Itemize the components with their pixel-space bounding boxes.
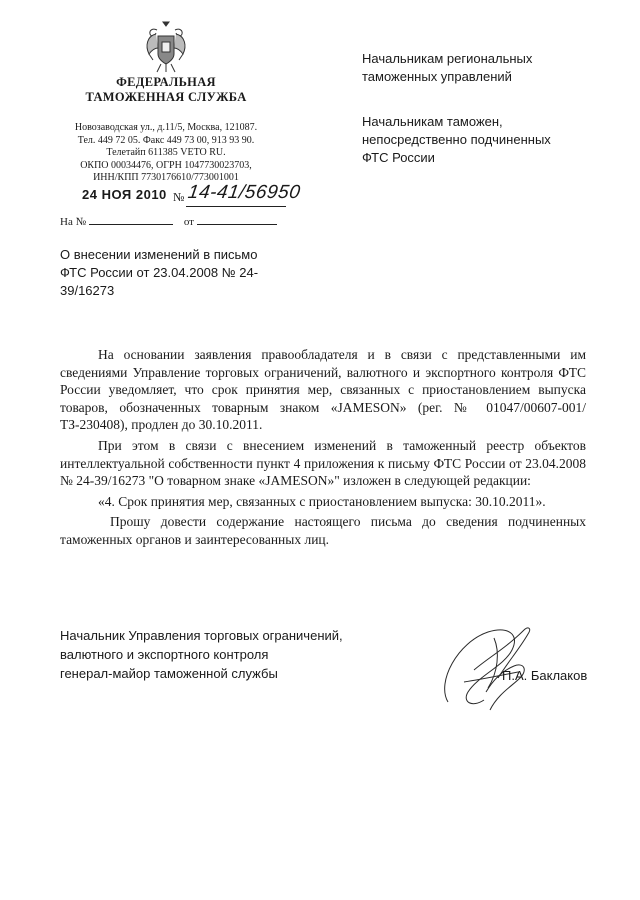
- subject-line: ФТС России от 23.04.2008 № 24-: [60, 265, 259, 280]
- subject-line: 39/16273: [60, 283, 115, 298]
- ref-number-label: На №: [60, 216, 87, 228]
- ref-from-label: от: [183, 216, 194, 228]
- registration-underline: [186, 206, 286, 207]
- letter-subject: [60, 246, 290, 300]
- contact-line: Телетайп 611385 VETO RU.: [106, 147, 226, 158]
- registration-date-stamp: 24 НОЯ 2010: [82, 187, 167, 202]
- ref-number-blank: [89, 214, 173, 225]
- contact-line: ИНН/КПП 7730176610/773001001: [93, 172, 239, 183]
- body-paragraph: Прошу довести содержание настоящего письма до сведения подчиненных таможенных органов и заинтересованных лиц.: [60, 514, 586, 547]
- letter-body: [60, 346, 586, 549]
- contact-details: [50, 122, 282, 185]
- signatory-position: [60, 626, 380, 683]
- organization-name: [60, 75, 272, 105]
- registration-number: 14-41/56950: [186, 182, 302, 203]
- position-line: Начальник Управления торговых ограничений,: [60, 628, 343, 643]
- addressee-line: непосредственно подчиненных: [362, 132, 551, 147]
- addressee-regional: [362, 50, 592, 86]
- addressee-line: ФТС России: [362, 150, 435, 165]
- signatory-name: П.А. Баклаков: [502, 668, 588, 683]
- position-line: генерал-майор таможенной службы: [60, 666, 278, 681]
- contact-line: ОКПО 00034476, ОГРН 1047730023703,: [80, 159, 252, 171]
- org-line-1: ФЕДЕРАЛЬНАЯ: [116, 75, 216, 89]
- addressee-line: Начальникам таможен,: [362, 114, 503, 129]
- registration-number-sign: №: [173, 190, 185, 204]
- contact-line: Тел. 449 72 05. Факс 449 73 00, 913 93 90.: [77, 134, 255, 146]
- body-paragraph: На основании заявления правообладателя и в связи с представленными им сведениями Управление торговых ограничений, валютного и экспортного контроля ФТС России уведомляет, что срок принятия мер, связанных с приостановлением выпуска товаров, обозначенных товарным знаком «JAMESON» (рег. № 01047/00607-001/ТЗ-230408), продлен до 30.10.2011.: [60, 347, 586, 433]
- addressee-line: таможенных управлений: [362, 69, 512, 84]
- body-paragraph: При этом в связи с внесением изменений в таможенный реестр объектов интеллектуальной собственности пункт 4 приложения к письму ФТС России от 23.04.2008 № 24-39/16273 "О товарном знаке «JAMESON»" изложен в следующей редакции:: [60, 437, 586, 489]
- contact-line: Новозаводская ул., д.11/5, Москва, 121087.: [74, 122, 258, 133]
- addressee-customs: [362, 113, 592, 167]
- ref-date-blank: [197, 214, 277, 225]
- subject-line: О внесении изменений в письмо: [60, 247, 258, 262]
- emblem-icon: [143, 20, 189, 74]
- position-line: валютного и экспортного контроля: [60, 647, 269, 662]
- addressee-line: Начальникам региональных: [362, 51, 533, 66]
- reference-row: [60, 214, 290, 228]
- body-paragraph: «4. Срок принятия мер, связанных с приостановлением выпуска: 30.10.2011».: [98, 493, 546, 509]
- org-line-2: ТАМОЖЕННАЯ СЛУЖБА: [85, 90, 247, 104]
